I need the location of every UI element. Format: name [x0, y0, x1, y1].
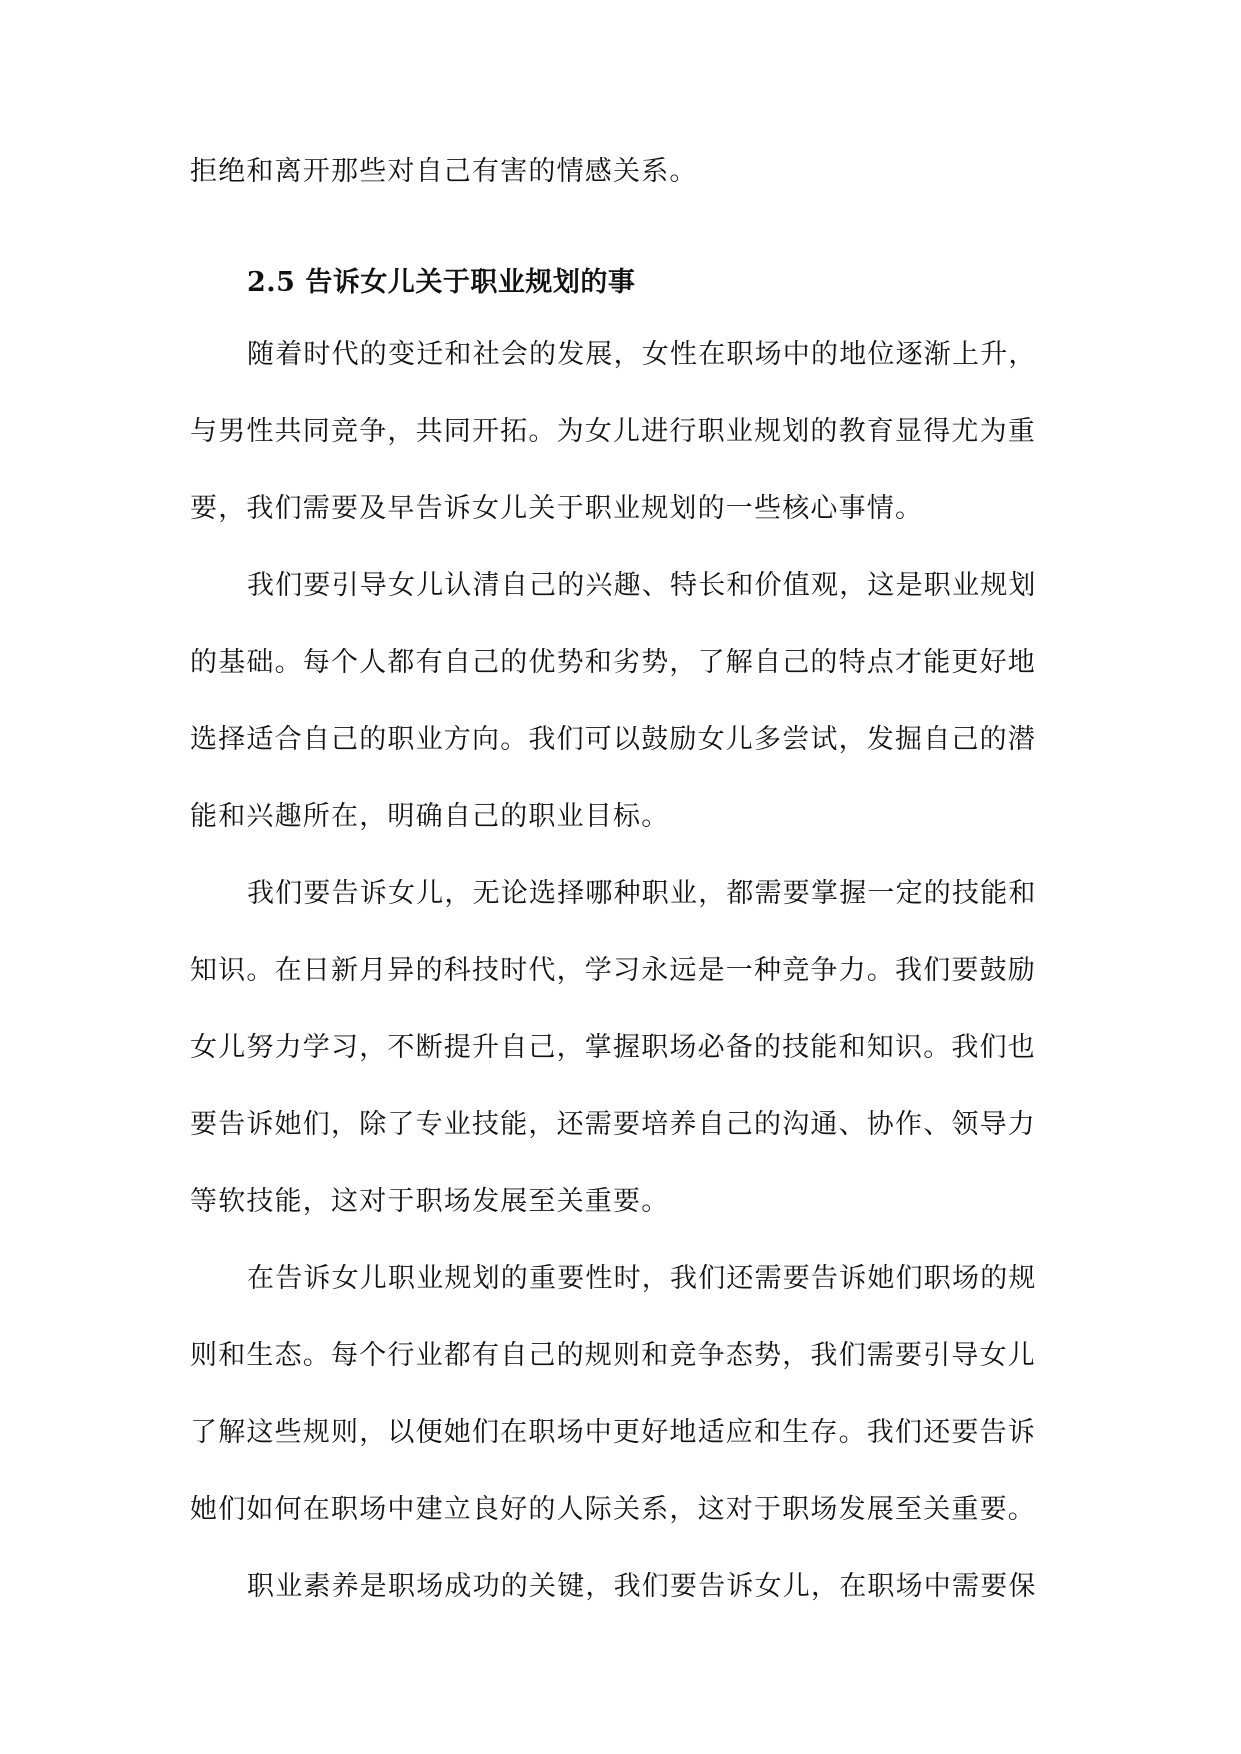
- paragraph-line: 选择适合自己的职业方向。我们可以鼓励女儿多尝试，发掘自己的潜: [190, 724, 1036, 755]
- paragraph-line: 则和生态。每个行业都有自己的规则和竞争态势，我们需要引导女儿: [190, 1340, 1036, 1371]
- section-number: 2.5: [247, 267, 296, 298]
- paragraph-line: 她们如何在职场中建立良好的人际关系，这对于职场发展至关重要。: [190, 1494, 1036, 1525]
- paragraph-line: 职业素养是职场成功的关键，我们要告诉女儿，在职场中需要保: [247, 1571, 1037, 1602]
- paragraph-line: 等软技能，这对于职场发展至关重要。: [190, 1186, 670, 1217]
- paragraph-line: 我们要引导女儿认清自己的兴趣、特长和价值观，这是职业规划: [247, 570, 1037, 601]
- paragraph-line: 能和兴趣所在，明确自己的职业目标。: [190, 801, 670, 832]
- continuation-line: 拒绝和离开那些对自己有害的情感关系。: [190, 156, 698, 187]
- paragraph-line: 的基础。每个人都有自己的优势和劣势，了解自己的特点才能更好地: [190, 647, 1036, 678]
- section-heading: [247, 263, 1117, 303]
- paragraph-line: 在告诉女儿职业规划的重要性时，我们还需要告诉她们职场的规: [247, 1263, 1037, 1294]
- paragraph-line: 要，我们需要及早告诉女儿关于职业规划的一些核心事情。: [190, 493, 924, 524]
- paragraph-line: 我们要告诉女儿，无论选择哪种职业，都需要掌握一定的技能和: [247, 878, 1037, 909]
- paragraph-line: 知识。在日新月异的科技时代，学习永远是一种竞争力。我们要鼓励: [190, 955, 1036, 986]
- paragraph-line: 与男性共同竞争，共同开拓。为女儿进行职业规划的教育显得尤为重: [190, 416, 1036, 447]
- section-title: 告诉女儿关于职业规划的事: [305, 267, 636, 298]
- paragraph-line: 女儿努力学习，不断提升自己，掌握职场必备的技能和知识。我们也: [190, 1032, 1036, 1063]
- paragraph-line: 要告诉她们，除了专业技能，还需要培养自己的沟通、协作、领导力: [190, 1109, 1036, 1140]
- paragraph-line: 随着时代的变迁和社会的发展，女性在职场中的地位逐渐上升，: [247, 339, 1037, 370]
- paragraph-line: 了解这些规则，以便她们在职场中更好地适应和生存。我们还要告诉: [190, 1417, 1036, 1448]
